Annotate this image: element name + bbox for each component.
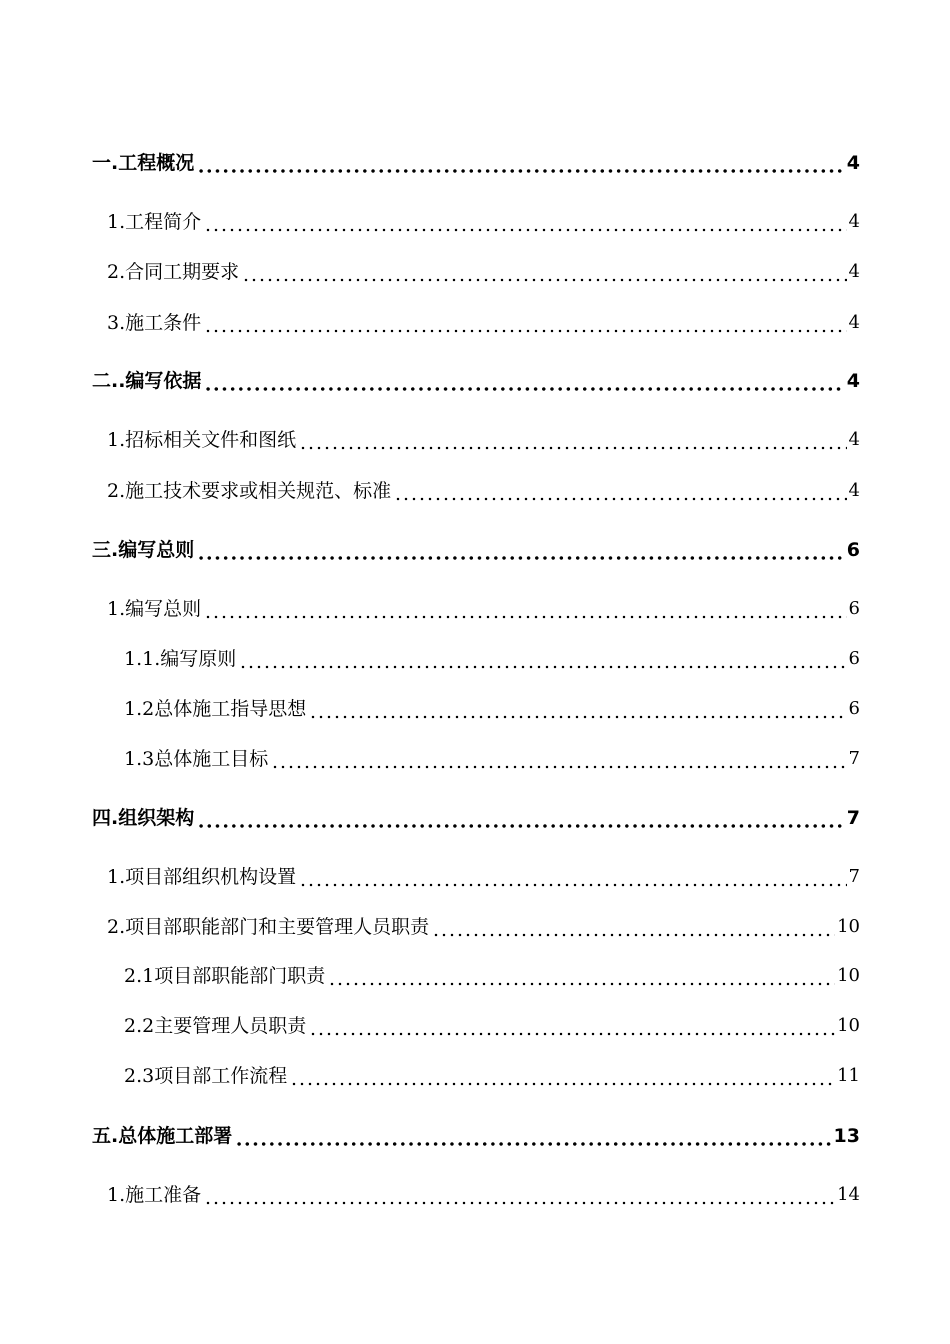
toc-entry-label: 五.总体施工部署 — [92, 1125, 233, 1147]
toc-entry-label: 3.施工条件 — [107, 312, 202, 334]
toc-entry-chapter-4[interactable] — [92, 800, 860, 830]
toc-entry-section-1-3[interactable] — [107, 305, 860, 335]
toc-entry-section-1-2[interactable] — [107, 254, 860, 284]
toc-entry-label: 2.项目部职能部门和主要管理人员职责 — [107, 916, 430, 938]
toc-entry-label: 一.工程概况 — [92, 152, 195, 174]
toc-entry-page-number: 4 — [848, 211, 860, 232]
toc-entry-label: 2.施工技术要求或相关规范、标准 — [107, 480, 392, 502]
toc-entry-page-number: 4 — [846, 152, 860, 174]
dot-leader — [328, 964, 835, 988]
toc-entry-label: 2.3项目部工作流程 — [124, 1065, 288, 1087]
toc-entry-section-4-2[interactable] — [107, 909, 860, 939]
toc-entry-section-4-1[interactable] — [107, 859, 860, 889]
toc-entry-page-number: 14 — [837, 1184, 860, 1205]
dot-leader — [204, 597, 846, 621]
toc-entry-page-number: 11 — [837, 1065, 860, 1086]
toc-entry-label: 2.1项目部职能部门职责 — [124, 965, 326, 987]
toc-entry-page-number: 6 — [848, 598, 860, 619]
toc-entry-label: 1.编写总则 — [107, 598, 202, 620]
toc-entry-label: 1.项目部组织机构设置 — [107, 866, 297, 888]
toc-entry-page-number: 7 — [846, 807, 860, 829]
toc-entry-label: 2.合同工期要求 — [107, 261, 240, 283]
dot-leader — [432, 915, 835, 939]
toc-entry-section-2-2[interactable] — [107, 473, 860, 503]
toc-entry-label: 1.3总体施工目标 — [124, 748, 269, 770]
toc-entry-page-number: 4 — [848, 480, 860, 501]
toc-entry-page-number: 4 — [848, 429, 860, 450]
toc-entry-section-3-1-3[interactable] — [124, 741, 860, 771]
toc-entry-label: 1.施工准备 — [107, 1184, 202, 1206]
toc-entry-section-3-1[interactable] — [107, 591, 860, 621]
toc-entry-page-number: 7 — [848, 748, 860, 769]
toc-entry-section-4-2-3[interactable] — [124, 1058, 860, 1088]
toc-entry-page-number: 10 — [837, 1015, 860, 1036]
toc-entry-label: 四.组织架构 — [92, 807, 195, 829]
toc-entry-section-1-1[interactable] — [107, 204, 860, 234]
dot-leader — [394, 479, 846, 503]
dot-leader — [235, 1124, 831, 1148]
toc-entry-page-number: 13 — [833, 1125, 860, 1147]
toc-entry-page-number: 6 — [848, 648, 860, 669]
toc-entry-page-number: 4 — [848, 261, 860, 282]
toc-entry-label: 2.2主要管理人员职责 — [124, 1015, 307, 1037]
dot-leader — [197, 151, 845, 175]
toc-entry-label: 1.工程简介 — [107, 211, 202, 233]
toc-entry-page-number: 10 — [837, 965, 860, 986]
toc-entry-page-number: 6 — [848, 698, 860, 719]
toc-entry-chapter-1[interactable] — [92, 145, 860, 175]
toc-entry-section-2-1[interactable] — [107, 422, 860, 452]
dot-leader — [197, 806, 845, 830]
toc-entry-chapter-2[interactable] — [92, 363, 860, 393]
toc-entry-page-number: 10 — [837, 916, 860, 937]
toc-entry-page-number: 4 — [846, 370, 860, 392]
toc-entry-page-number: 7 — [848, 866, 860, 887]
dot-leader — [242, 260, 846, 284]
toc-entry-label: 1.招标相关文件和图纸 — [107, 429, 297, 451]
toc-entry-section-3-1-1[interactable] — [124, 641, 860, 671]
dot-leader — [290, 1064, 835, 1088]
toc-entry-label: 三.编写总则 — [92, 539, 195, 561]
dot-leader — [204, 1183, 835, 1207]
dot-leader — [204, 311, 846, 335]
dot-leader — [309, 697, 846, 721]
toc-entry-section-5-1[interactable] — [107, 1177, 860, 1207]
toc-entry-page-number: 6 — [846, 539, 860, 561]
toc-entry-page-number: 4 — [848, 312, 860, 333]
toc-entry-label: 1.2总体施工指导思想 — [124, 698, 307, 720]
toc-entry-label: 1.1.编写原则 — [124, 648, 237, 670]
toc-entry-chapter-3[interactable] — [92, 532, 860, 562]
dot-leader — [271, 747, 846, 771]
dot-leader — [239, 647, 846, 671]
toc-entry-label: 二..编写依据 — [92, 370, 202, 392]
dot-leader — [204, 210, 846, 234]
dot-leader — [309, 1014, 835, 1038]
toc-entry-chapter-5[interactable] — [92, 1118, 860, 1148]
toc-entry-section-4-2-2[interactable] — [124, 1008, 860, 1038]
toc-entry-section-3-1-2[interactable] — [124, 691, 860, 721]
dot-leader — [197, 538, 845, 562]
dot-leader — [204, 369, 844, 393]
dot-leader — [299, 428, 846, 452]
toc-entry-section-4-2-1[interactable] — [124, 958, 860, 988]
dot-leader — [299, 865, 846, 889]
